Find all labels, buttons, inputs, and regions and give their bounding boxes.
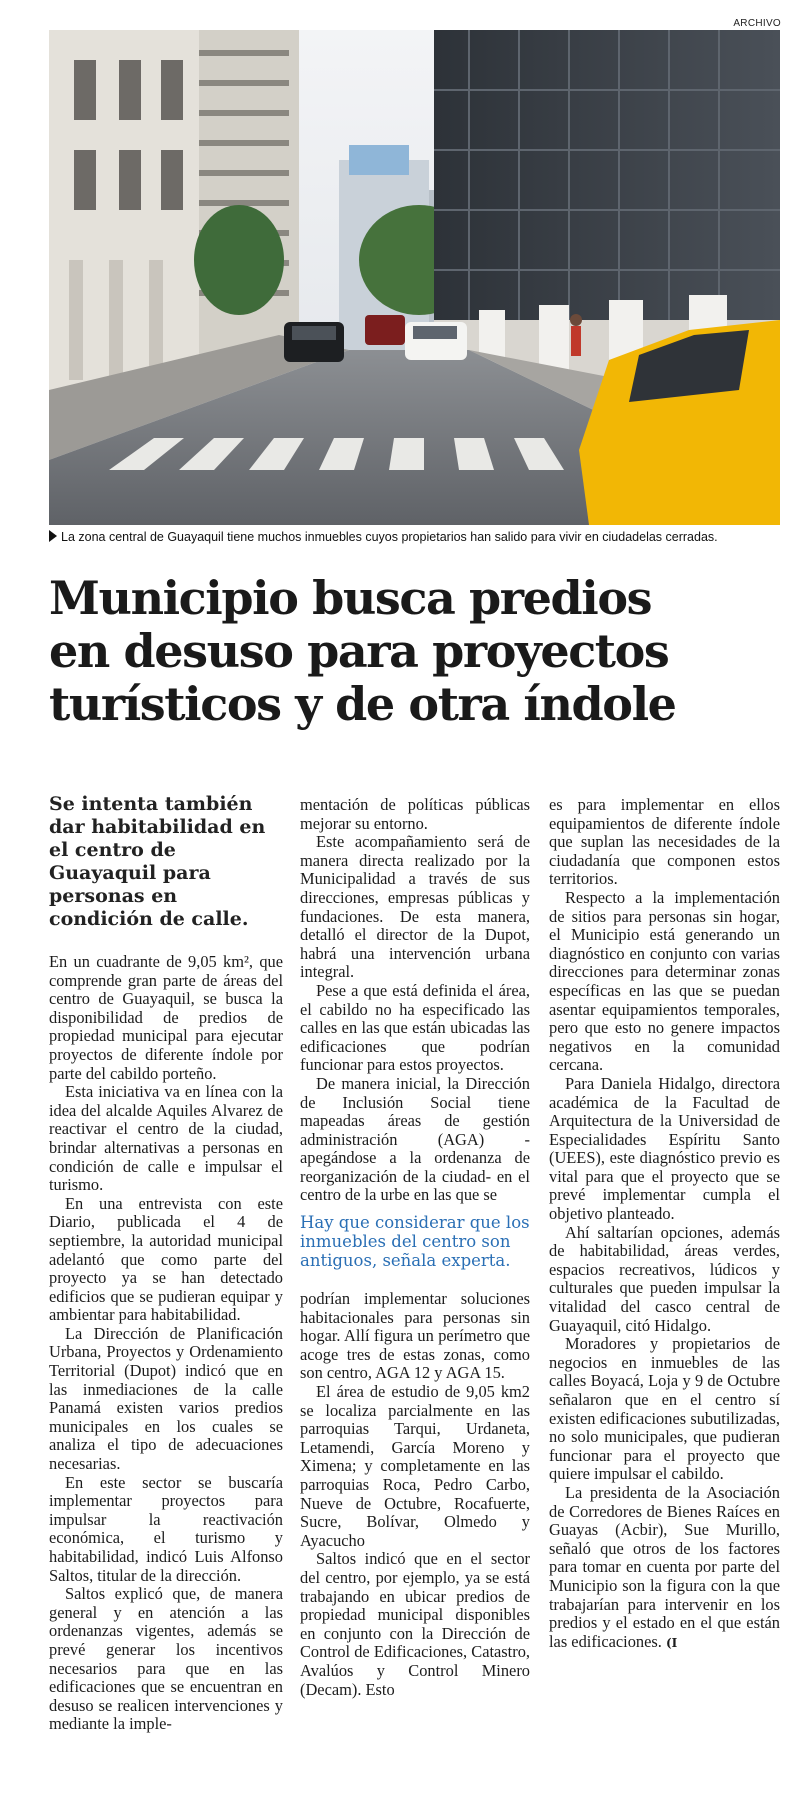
paragraph: Respecto a la implementación de sitios para personas sin hogar, el Municipio está generando un diagnóstico en conjunto con varias direcciones para determinar zonas específicas en las que se puedan asentar equipamientos temporales, pero que esto no genere impactos negativos en la comunidad cercana. — [549, 887, 780, 1075]
paragraph: Este acompañamiento será de manera directa realizado por la Municipalidad a través de sus direcciones, empresas públicas y fundaciones. De esta manera, detalló el director de la Dupot, habrá una intervención urbana integral. — [300, 832, 530, 982]
paragraph: Para Daniela Hidalgo, directora académica de la Facultad de Arquitectura de la Universidad de Especialidades Espíritu Santo (UEES), este diagnóstico previo es vital para que el proyecto que se prevé implementar cumpla el objetivo planteado. — [549, 1073, 780, 1224]
paragraph: Pese a que está definida el área, el cabildo no ha especificado las calles en las que están ubicadas las edificaciones que podrían funcionar para estos proyectos. — [300, 980, 530, 1075]
paragraph: es para implementar en ellos equipamientos de diferente índole que suplan las necesidades de la ciudadanía que componen estos territorios. — [549, 795, 780, 889]
paragraph: De manera inicial, la Dirección de Inclusión Social tiene mapeadas áreas de gestión administración (AGA) -apegándose a la ordenanza de reorganización de la ciudad- en el centro de la urbe en las que se — [300, 1073, 530, 1205]
article-dek: Se intenta también dar habitabilidad en el centro de Guayaquil para personas en condición de calle. — [49, 793, 266, 930]
paragraph — [549, 1484, 780, 1652]
headline — [49, 572, 784, 731]
street-photo — [49, 30, 780, 525]
street-illustration — [49, 30, 780, 525]
paragraph: En un cuadrante de 9,05 km², que comprende gran parte de áreas del centro de Guayaquil, se busca la disponibilidad de predios de propiedad municipal para ejecutar proyectos de diferente índole por parte del cabildo porteño. — [49, 952, 283, 1083]
paragraph: Ahí saltarían opciones, además de habitabilidad, áreas verdes, espacios recreativos, lúdicos y culturales que pueden impulsar la vitalidad del casco central de Guayaquil, citó Hidalgo. — [549, 1222, 780, 1335]
headline-line-2: en desuso para proyectos — [49, 624, 669, 678]
paragraph-text: La presidenta de la Asociación de Corredores de Bienes Raíces en Guayas (Acbir), Sue Murillo, señaló que otros de los factores para tomar en cuenta por parte del Municipio son la figura con la que trabajarían para intervenir en los predios y el estado en el que están las edificaciones. — [549, 1482, 780, 1651]
paragraph: En este sector se buscaría implementar proyectos para impulsar la reactivación económica, el turismo y habitabilidad, indicó Luis Alfonso Saltos, titular de la dirección. — [49, 1472, 283, 1585]
paragraph: La Dirección de Planificación Urbana, Proyectos y Ordenamiento Territorial (Dupot) indicó que en las inmediaciones de la calle Panamá existen varios predios municipales en los cuales se analiza el tipo de adecuaciones necesarias. — [49, 1323, 283, 1474]
photo-credit: ARCHIVO — [733, 18, 781, 29]
paragraph: podrían implementar soluciones habitacionales para personas sin hogar. Allí figura un perímetro que acoge tres de estas zonas, como son centro, AGA 12 y AGA 15. — [300, 1289, 530, 1383]
headline-line-1: Municipio busca predios — [49, 571, 652, 625]
photo-caption-text: La zona central de Guayaquil tiene muchos inmuebles cuyos propietarios han salido para vivir en ciudadelas cerradas. — [61, 530, 718, 544]
end-mark: (I — [665, 1635, 678, 1650]
paragraph: Saltos explicó que, de manera general y en atención a las ordenanzas vigentes, además se prevé generar los incentivos necesarios para que en las edificaciones que se encuentran en desuso se realicen intervenciones y mediante la imple- — [49, 1584, 283, 1734]
paragraph: El área de estudio de 9,05 km2 se localiza parcialmente en las parroquias Tarqui, Urdaneta, Letamendi, García Moreno y Ximena; y completamente en las parroquias Roca, Pedro Carbo, Nueve de Octubre, Rocafuerte, Sucre, Bolívar, Olmedo y Ayacucho — [300, 1382, 530, 1550]
article-column-2 — [300, 796, 530, 1699]
article-column-1 — [49, 793, 283, 1734]
paragraph: Moradores y propietarios de negocios en inmuebles de las calles Boyacá, Loja y 9 de Octubre señalaron que en el centro sí existen edificaciones subutilizadas, no solo municipales, que pudieran funcionar para el proyecto que quiere impulsar el cabildo. — [549, 1334, 780, 1484]
paragraph: Saltos indicó que en el sector del centro, por ejemplo, ya se está trabajando en ubicar predios de propiedad municipal disponibles en conjunto con la Dirección de Control de Edificaciones, Catastro, Avalúos y Control Minero (Decam). Esto — [300, 1549, 530, 1699]
pull-quote: Hay que considerar que los inmuebles del centro son antiguos, señala experta. — [300, 1213, 530, 1271]
photo-caption — [49, 530, 789, 544]
headline-line-3: turísticos y de otra índole — [49, 677, 676, 731]
paragraph: mentación de políticas públicas mejorar su entorno. — [300, 795, 530, 833]
paragraph: Esta iniciativa va en línea con la idea del alcalde Aquiles Alvarez de reactivar el centro de la ciudad, brindar alternativas a personas en condición de calle e impulsar el turismo. — [49, 1082, 283, 1195]
paragraph: En una entrevista con este Diario, publicada el 4 de septiembre, la autoridad municipal adelantó que como parte del proyecto ya se han detectado edificios que se pudieran equipar y ambientar para habitabilidad. — [49, 1193, 283, 1325]
article-column-3 — [549, 796, 780, 1652]
caption-arrow-icon — [49, 530, 57, 542]
